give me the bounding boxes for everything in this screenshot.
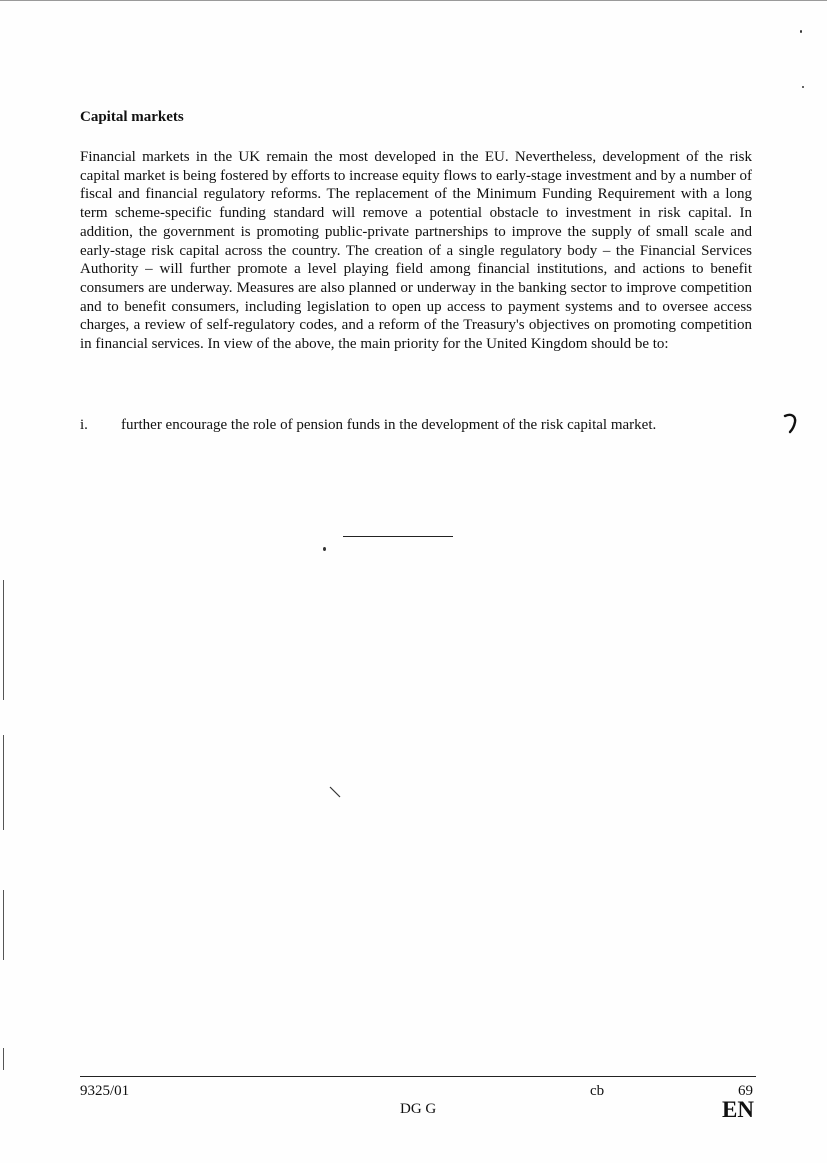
scan-speck — [802, 86, 804, 88]
list-item-marker: i. — [80, 417, 88, 433]
footnote-separator-rule — [343, 536, 453, 537]
footer-initials: cb — [590, 1083, 605, 1099]
margin-annotation-mark — [783, 412, 799, 434]
scan-left-edge-bottom — [3, 1048, 4, 1070]
scan-left-edge-lower — [3, 890, 4, 960]
scan-top-edge — [0, 0, 827, 1]
priority-list-item — [80, 416, 752, 434]
body-paragraph: Financial markets in the UK remain the most developed in the EU. Nevertheless, development of the risk capital market is being fostered by efforts to increase equity flows to early-stage investment and by a number of fiscal and financial regulatory reforms. The replacement of the Minimum Funding Requirement with a long term scheme-specific funding standard will remove a potential obstacle to investment in risk capital. In addition, the government is promoting public-private partnerships to improve the supply of small scale and early-stage risk capital across the country. The creation of a single regulatory body – the Financial Services Authority – will further promote a level playing field among financial institutions, and actions to benefit consumers are underway. Measures are also planned or underway in the banking sector to improve competition and to benefit consumers, including legislation to open up access to payment systems and to oversee access charges, a review of self-regulatory codes, and a reform of the Treasury's objectives on promoting competition in financial services. In view of the above, the main priority for the United Kingdom should be to: — [80, 149, 752, 353]
scan-speck — [800, 30, 802, 33]
footer-language-code: EN — [722, 1097, 754, 1122]
footer-document-number: 9325/01 — [80, 1083, 130, 1099]
scan-left-edge-upper — [3, 580, 4, 700]
section-heading: Capital markets — [80, 109, 184, 125]
footer-directorate: DG G — [400, 1101, 437, 1117]
footer-page-number: 69 — [738, 1083, 753, 1099]
scan-stroke-mark — [328, 785, 342, 799]
list-item-text: further encourage the role of pension funds in the development of the risk capital market. — [121, 417, 657, 433]
footer-rule — [80, 1076, 756, 1077]
scan-speck — [323, 547, 326, 551]
scan-left-edge-middle — [3, 735, 4, 830]
